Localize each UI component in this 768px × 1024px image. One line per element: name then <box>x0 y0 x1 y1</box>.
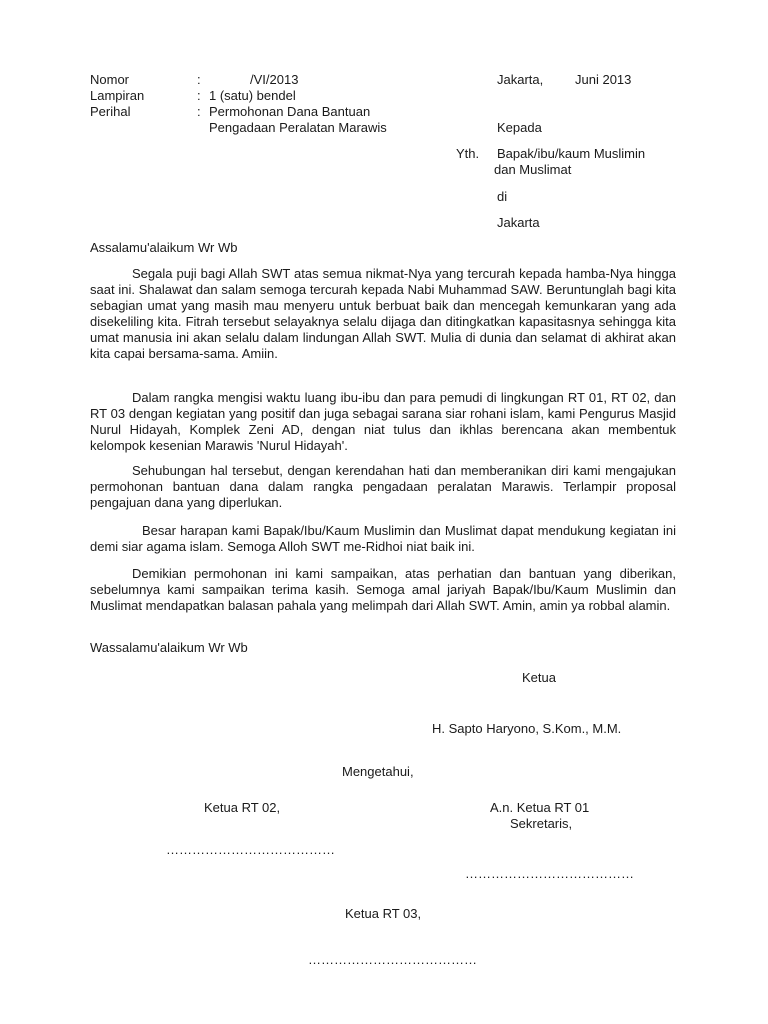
paragraph-4 <box>90 523 676 555</box>
nomor-colon: : <box>197 72 201 87</box>
paragraph-5 <box>90 566 676 614</box>
ketua-title: Ketua <box>522 670 556 685</box>
ketua-rt02-label: Ketua RT 02, <box>204 800 281 815</box>
sekretaris-label: Sekretaris, <box>510 816 573 831</box>
paragraph-3-text: Sehubungan hal tersebut, dengan kerendahan hati dan memberanikan diri kami mengajukan permohonan bantuan dana dalam rangka pengadaan peralatan Marawis. Terlampir proposal pengajuan dana yang diperlukan. <box>90 463 676 510</box>
perihal-value-line1: Permohonan Dana Bantuan <box>209 104 371 119</box>
letter-city: Jakarta, <box>497 72 544 87</box>
recipient-yth: Yth. <box>456 146 480 161</box>
perihal-label: Perihal <box>90 104 131 119</box>
recipient-di: di <box>497 189 508 204</box>
recipient-kepada: Kepada <box>497 120 542 135</box>
lampiran-label: Lampiran <box>90 88 145 103</box>
salutation: Assalamu'alaikum Wr Wb <box>90 240 238 255</box>
paragraph-2-text: Dalam rangka mengisi waktu luang ibu-ibu dan para pemudi di lingkungan RT 01, RT 02, dan RT 03 dengan kegiatan yang positif dan juga sebagai sarana siar rohani islam, kami Pengurus Masjid Nurul Hidayah, Komplek Zeni AD, dengan niat tulus dan ikhlas berencana akan membentuk kelompok kesenian Marawis 'Nurul Hidayah'. <box>90 390 676 453</box>
paragraph-1 <box>90 266 676 362</box>
paragraph-2 <box>90 390 676 454</box>
nomor-label: Nomor <box>90 72 130 87</box>
ketua-rt03-label: Ketua RT 03, <box>345 906 422 921</box>
mengetahui-label: Mengetahui, <box>342 764 414 779</box>
lampiran-value: 1 (satu) bendel <box>209 88 296 103</box>
closing-salam: Wassalamu'alaikum Wr Wb <box>90 640 248 655</box>
signature-line-rt02: ………………………………… <box>166 842 335 857</box>
recipient-line2: dan Muslimat <box>494 162 572 177</box>
letter-date: Juni 2013 <box>575 72 632 87</box>
lampiran-colon: : <box>197 88 201 103</box>
ketua-name: H. Sapto Haryono, S.Kom., M.M. <box>432 721 622 736</box>
ketua-rt01-label: A.n. Ketua RT 01 <box>490 800 590 815</box>
perihal-colon: : <box>197 104 201 119</box>
perihal-value-line2: Pengadaan Peralatan Marawis <box>209 120 387 135</box>
paragraph-3 <box>90 463 676 511</box>
nomor-value: /VI/2013 <box>250 72 299 87</box>
paragraph-1-text: Segala puji bagi Allah SWT atas semua nikmat-Nya yang tercurah kepada hamba-Nya hingga saat ini. Shalawat dan salam semoga tercurah kepada Nabi Muhammad SAW. Beruntunglah bagi kita sebagian umat yang masih mau menyeru untuk berbuat baik dan mencegah kemunkaran yang ada disekeliling kita. Fitrah tersebut selayaknya selalu dijaga dan ditingkatkan kapasitasnya sehingga kita umat manusia ini akan selalu dalam lindungan Allah SWT. Mulia di dunia dan selamat di akhirat akan kita capai bersama-sama. Amiin. <box>90 266 676 361</box>
recipient-place: Jakarta <box>497 215 540 230</box>
paragraph-5-text: Demikian permohonan ini kami sampaikan, atas perhatian dan bantuan yang diberikan, sebelumnya kami sampaikan terima kasih. Semoga amal jariyah Bapak/Ibu/Kaum Muslimin dan Muslimat mendapatkan balasan pahala yang melimpah dari Allah SWT. Amin, amin ya robbal alamin. <box>90 566 676 613</box>
recipient-line1: Bapak/ibu/kaum Muslimin <box>497 146 646 161</box>
signature-line-rt01: ………………………………… <box>465 866 634 881</box>
signature-line-rt03: ………………………………… <box>308 952 477 967</box>
paragraph-4-text: Besar harapan kami Bapak/Ibu/Kaum Muslimin dan Muslimat dapat mendukung kegiatan ini demi siar agama islam. Semoga Alloh SWT me-Ridhoi niat baik ini. <box>90 523 676 554</box>
